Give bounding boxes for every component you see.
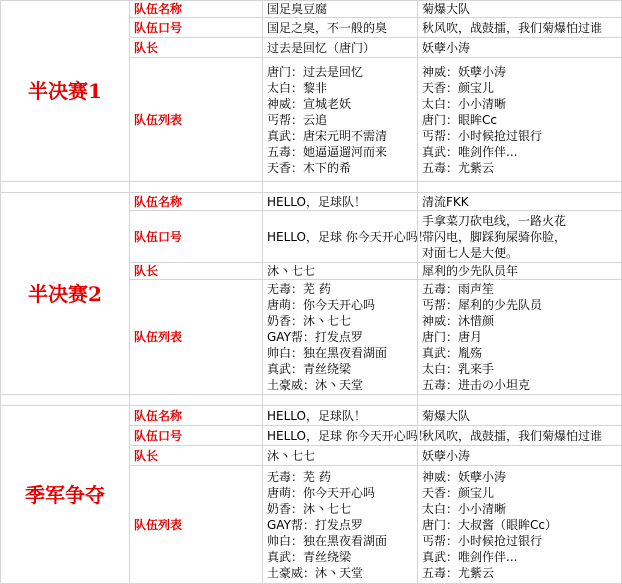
team2-name-cell[interactable]: 菊爆大队: [418, 406, 622, 426]
roster-entry: 帅白：独在黑夜看湖面: [267, 346, 388, 360]
team2-slogan-cell[interactable]: 秋风吹，战鼓擂，我们菊爆怕过谁: [418, 426, 622, 446]
team2-captain-cell[interactable]: 犀利的少先队员年: [418, 263, 622, 280]
team2-roster-cell[interactable]: [418, 466, 622, 584]
roster-entry: 无毒：芜 药: [267, 282, 331, 296]
roster-entry: 丐帮：云追: [267, 112, 328, 127]
roster-entry: 丐帮：小时候抢过银行: [422, 533, 543, 548]
roster-entry: 真武：青丝绕梁: [267, 549, 352, 564]
team1-roster-cell[interactable]: [263, 466, 418, 584]
empty-cell[interactable]: [418, 182, 622, 193]
table-row: [1, 1, 622, 18]
roster-label[interactable]: 队伍列表: [130, 466, 263, 584]
team1-roster-cell[interactable]: [263, 280, 418, 395]
separator-row: [1, 182, 622, 193]
team2-captain-cell[interactable]: 妖孽小涛: [418, 446, 622, 466]
team2-slogan-cell[interactable]: [418, 211, 622, 263]
round-title: 季军争夺: [1, 406, 130, 584]
roster-entry: 真武：胤殇: [422, 346, 483, 360]
team2-roster-cell[interactable]: [418, 58, 622, 182]
roster-entry: 土豪威：沐丶天堂: [267, 378, 364, 392]
roster-entry: GAY帮：打发点罗: [267, 517, 363, 532]
roster-label[interactable]: 队伍列表: [130, 58, 263, 182]
roster-entry: 天香：颜宝儿: [422, 485, 495, 500]
round-title: 半决赛1: [1, 1, 130, 182]
empty-cell[interactable]: [263, 395, 418, 406]
team2-slogan-cell[interactable]: 秋风吹，战鼓擂，我们菊爆怕过谁: [418, 18, 622, 38]
roster-entry: 五毒：尤紫云: [422, 565, 495, 580]
team2-captain-cell[interactable]: 妖孽小涛: [418, 38, 622, 58]
team1-name-cell[interactable]: HELLO，足球队！: [263, 193, 418, 211]
slogan-label[interactable]: 队伍口号: [130, 18, 263, 38]
roster-entry: GAY帮：打发点罗: [267, 330, 363, 344]
empty-cell[interactable]: [130, 395, 263, 406]
team1-slogan-cell[interactable]: HELLO，足球 你今天开心吗！: [263, 426, 418, 446]
roster-entry: 丐帮：小时候抢过银行: [422, 128, 543, 143]
slogan-label[interactable]: 队伍口号: [130, 211, 263, 263]
empty-cell[interactable]: [418, 395, 622, 406]
roster-label[interactable]: 队伍列表: [130, 280, 263, 395]
roster-entry: 五毒：雨声笙: [422, 282, 495, 296]
slogan-label[interactable]: 队伍口号: [130, 426, 263, 446]
roster-entry: 神威：沐惜颜: [422, 314, 495, 328]
roster-entry: 天香：木下的希: [267, 160, 352, 175]
team-name-label[interactable]: 队伍名称: [130, 1, 263, 18]
slogan-line: 对面七人是大便。: [422, 245, 519, 260]
roster-entry: 真武：唯剑作伴...: [422, 144, 518, 159]
roster-entry: 真武：青丝绕梁: [267, 362, 352, 376]
team1-slogan-cell[interactable]: 国足之臭，不一般的臭: [263, 18, 418, 38]
roster-entry: 唐萌：你今天开心吗: [267, 298, 376, 312]
roster-entry: 唐门：唐月: [422, 330, 483, 344]
roster-entry: 唐萌：你今天开心吗: [267, 485, 376, 500]
team2-name-cell[interactable]: 菊爆大队: [418, 1, 622, 18]
roster-entry: 丐帮：犀利的少先队员: [422, 298, 543, 312]
empty-cell[interactable]: [263, 182, 418, 193]
team-name-label[interactable]: 队伍名称: [130, 193, 263, 211]
roster-entry: 土豪威：沐丶天堂: [267, 565, 364, 580]
separator-row: [1, 395, 622, 406]
roster-entry: 五毒：她逼逼遛河而来: [267, 144, 388, 159]
roster-entry: 唐门：过去是回忆: [267, 64, 364, 79]
table-row: [1, 193, 622, 211]
roster-entry: 神威：宣城老妖: [267, 96, 352, 111]
slogan-line: 手拿菜刀砍电线，一路火花: [422, 213, 567, 228]
team2-name-cell[interactable]: 清流FKK: [418, 193, 622, 211]
roster-entry: 天香：颜宝儿: [422, 80, 495, 95]
roster-entry: 帅白：独在黑夜看湖面: [267, 533, 388, 548]
team1-captain-cell[interactable]: 沐丶七七: [263, 263, 418, 280]
team2-roster-cell[interactable]: [418, 280, 622, 395]
slogan-line: 带闪电，脚踩狗屎骑你脸，: [422, 229, 567, 244]
roster-entry: 太白：小小清晰: [422, 501, 507, 516]
team1-slogan-cell[interactable]: HELLO，足球 你今天开心吗！: [263, 211, 418, 263]
roster-entry: 太白：乳来手: [422, 362, 495, 376]
table-row: [1, 406, 622, 426]
roster-entry: 真武：唐宋元明不需清: [267, 128, 388, 143]
roster-entry: 唐门：大叔酱（眼眸Cc）: [422, 517, 557, 532]
team1-roster-cell[interactable]: [263, 58, 418, 182]
roster-entry: 唐门：眼眸Cc: [422, 112, 497, 127]
captain-label[interactable]: 队长: [130, 38, 263, 58]
team1-captain-cell[interactable]: 沐丶七七: [263, 446, 418, 466]
roster-entry: 神威：妖孽小涛: [422, 64, 507, 79]
roster-entry: 五毒：进击の小坦克: [422, 378, 531, 392]
team1-name-cell[interactable]: 国足臭豆腐: [263, 1, 418, 18]
captain-label[interactable]: 队长: [130, 446, 263, 466]
roster-entry: 太白：黎非: [267, 80, 328, 95]
team1-captain-cell[interactable]: 过去是回忆（唐门）: [263, 38, 418, 58]
round-title: 半决赛2: [1, 193, 130, 395]
empty-cell[interactable]: [1, 395, 130, 406]
team-name-label[interactable]: 队伍名称: [130, 406, 263, 426]
empty-cell[interactable]: [130, 182, 263, 193]
roster-entry: 奶香：沐丶七七: [267, 501, 352, 516]
roster-entry: 神威：妖孽小涛: [422, 469, 507, 484]
captain-label[interactable]: 队长: [130, 263, 263, 280]
roster-entry: 真武：唯剑作伴...: [422, 549, 518, 564]
team1-name-cell[interactable]: HELLO，足球队！: [263, 406, 418, 426]
roster-entry: 五毒：尤紫云: [422, 160, 495, 175]
empty-cell[interactable]: [1, 182, 130, 193]
roster-entry: 奶香：沐丶七七: [267, 314, 352, 328]
roster-entry: 太白：小小清晰: [422, 96, 507, 111]
roster-entry: 无毒：芜 药: [267, 469, 331, 484]
